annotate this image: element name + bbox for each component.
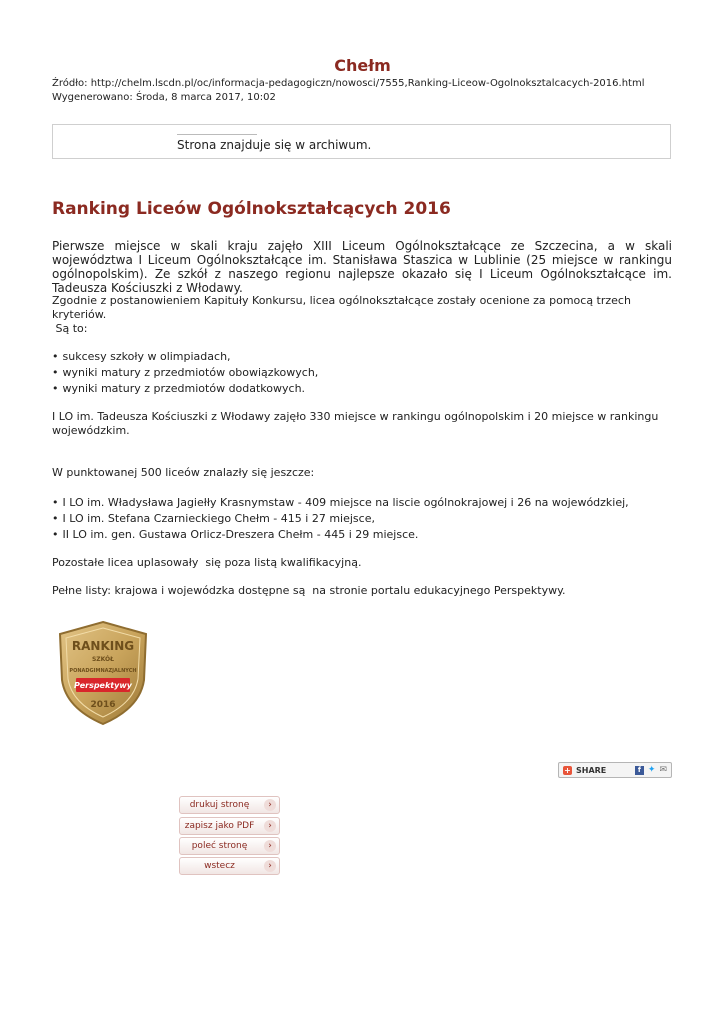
list-item: • wyniki matury z przedmiotów obowiązkowych, [52,365,318,381]
article-title: Ranking Liceów Ogólnokształcących 2016 [52,199,451,219]
share-label: SHARE [576,765,607,775]
source-url: Źródło: http://chelm.lscdn.pl/oc/informacja-pedagogiczn/nowosci/7555,Ranking-Liceow-Ogolnoksztalcacych-2016.html [52,78,645,89]
share-button[interactable] [558,762,672,778]
paragraph-ranked-500: W punktowanej 500 liceów znalazły się jeszcze: [52,466,315,479]
chevron-right-icon: › [264,799,276,811]
chevron-right-icon: › [264,860,276,872]
save-pdf-label: zapisz jako PDF [184,821,255,831]
badge-small: SZKÓŁ [91,656,115,663]
list-item: • I LO im. Stefana Czarnieckiego Chełm - 415 i 27 miejsce, [52,511,629,527]
save-pdf-button[interactable] [179,817,280,835]
recommend-page-label: poleć stronę [191,841,248,851]
paragraph-criteria: Zgodnie z postanowieniem Kapituły Konkursu, licea ogólnokształcące zostały ocenione za pomocą trzech kryteriów. [52,294,631,321]
badge-type: PONADGIMNAZJALNYCH [69,668,137,674]
back-button[interactable] [179,857,280,875]
print-page-button[interactable] [179,796,280,814]
twitter-icon[interactable]: ✦ [647,765,656,775]
list-item: • I LO im. Władysława Jagiełły Krasnymstaw - 409 miejsce na liscie ogólnokrajowej i 26 na wojewódzkiej, [52,495,629,511]
site-title: Chełm [334,56,391,75]
paragraph-these-are: Są to: [52,322,88,335]
divider [177,134,257,135]
badge-title: RANKING [71,639,135,653]
criteria-list [52,349,318,397]
recommend-page-button[interactable] [179,837,280,855]
chevron-right-icon: › [264,820,276,832]
plus-icon: + [564,765,571,775]
archive-notice-box [52,124,671,159]
list-item: • II LO im. gen. Gustawa Orlicz-Dreszera Chełm - 445 i 29 miejsce. [52,527,629,543]
paragraph-full-lists: Pełne listy: krajowa i wojewódzka dostępne są na stronie portalu edukacyjnego Perspektywy. [52,584,566,597]
mail-icon[interactable]: ✉ [659,765,667,775]
badge-year: 2016 [90,700,116,710]
chevron-right-icon: › [264,840,276,852]
list-item: • wyniki matury z przedmiotów dodatkowych. [52,381,318,397]
list-item: • sukcesy szkoły w olimpiadach, [52,349,318,365]
generated-date: Wygenerowano: Środa, 8 marca 2017, 10:02 [52,92,276,103]
badge-brand: Perspektywy [74,681,132,690]
paragraph-wlodawa: I LO im. Tadeusza Kościuszki z Włodawy zajęło 330 miejsce w rankingu ogólnopolskim i 20 miejsce w rankingu wojewódzkim. [52,410,659,437]
paragraph-others: Pozostałe licea uplasowały się poza listą kwalifikacyjną. [52,556,362,569]
archive-notice: Strona znajduje się w archiwum. [177,138,372,152]
article-lead: Pierwsze miejsce w skali kraju zajęło XIII Liceum Ogólnokształcące ze Szczecina, a w skali województwa I Liceum Ogólnokształcące im. Stanisława Staszica w Lublinie (25 miejsce w rankingu ogólnopolskim). Ze szkół z naszego regionu najlepsze okazało się I Liceum Ogólnokształcące im. Tadeusza Kościuszki z Włodawy. [52,239,672,295]
back-label: wstecz [204,861,235,871]
ranking-badge-image [56,620,150,726]
schools-list [52,495,629,543]
facebook-icon[interactable]: f [635,766,644,775]
print-page-label: drukuj stronę [189,800,250,810]
